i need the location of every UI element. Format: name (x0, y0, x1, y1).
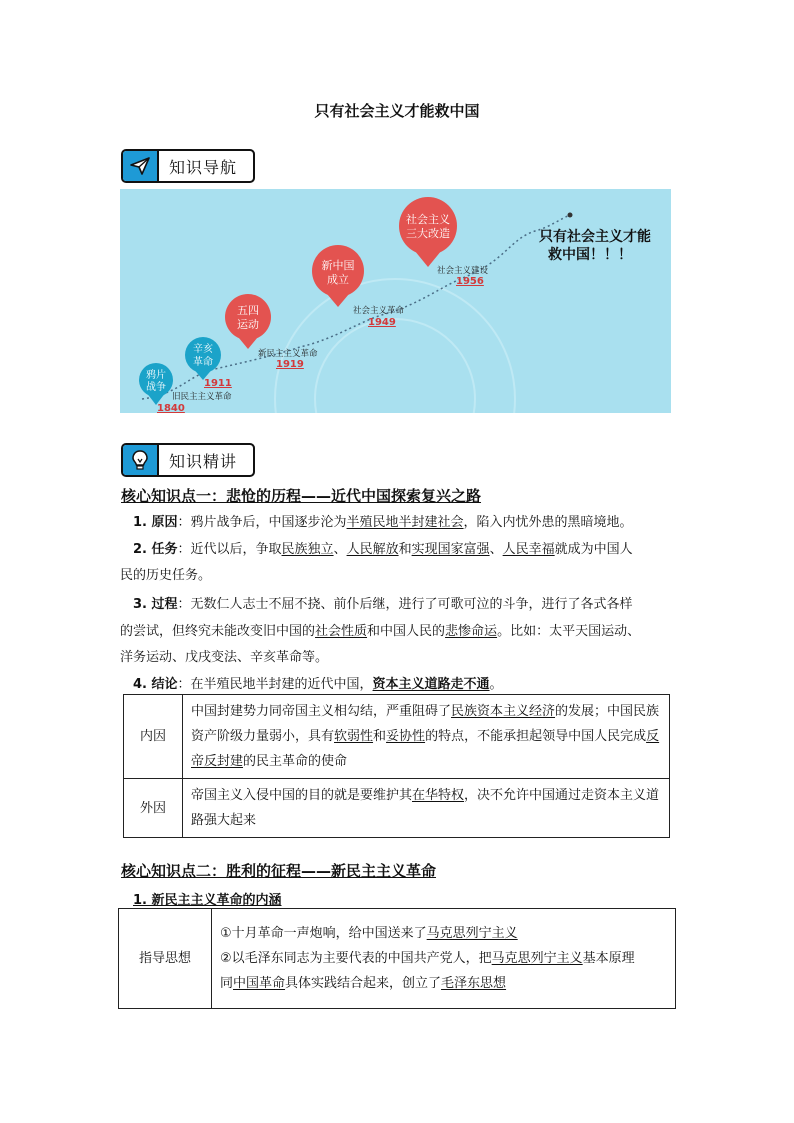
point-3-term-2: 悲惨命运 (445, 624, 498, 639)
l3-term-1: 中国革命 (233, 976, 286, 991)
point-2-term-3: 实现国家富强 (411, 542, 490, 557)
r1-term-4: 反帝反封建 (191, 729, 660, 769)
l2-text-b: 基本原理 (582, 951, 635, 966)
r2-text-c: 义道路强大起来 (191, 788, 660, 828)
r2-text-b: ，决不允许中国通过走资本主 (464, 788, 634, 803)
point-1-label: 1. 原因 (133, 515, 178, 530)
slogan-line1: 只有社会主义才能 (539, 229, 651, 245)
pin-new-china-l2: 成立 (327, 273, 349, 286)
guiding-thought-table (118, 908, 676, 1009)
point-3-line2 (120, 619, 680, 645)
pin-may-fourth-l2: 运动 (237, 318, 259, 331)
point-2-sep-1: 、 (333, 542, 347, 557)
section1-heading: 核心知识点一：悲怆的历程——近代中国探索复兴之路 (121, 487, 482, 505)
year-1911: 1911 (204, 378, 232, 389)
table-row (124, 695, 670, 779)
year-1949: 1949 (368, 317, 396, 328)
stage-socialist-revolution: 社会主义革命 (353, 306, 405, 316)
point-2-term-1: 民族独立 (281, 542, 334, 557)
point-1-cause (133, 510, 693, 536)
nav-badge (121, 149, 255, 183)
table-row (124, 779, 670, 838)
point-1-text-b: ，陷入内忧外患的黑暗境地。 (463, 515, 633, 530)
point-3-line3: 洋务运动、戊戌变法、辛亥革命等。 (120, 650, 329, 665)
point-2-and: 和 (398, 542, 412, 557)
r1-term-3: 妥协性 (386, 729, 426, 744)
point-1-text-a: ：鸦片战争后，中国逐步沦为 (177, 515, 347, 530)
point-3-text-d: 。比如：太平天国运动、 (497, 624, 641, 639)
section2-subheading: 1. 新民主主义革命的内涵 (133, 893, 282, 908)
pin-may-fourth-l1: 五四 (237, 304, 259, 317)
r1-text-d: 的特点，不能承担起领导中国人 (425, 729, 608, 744)
stage-old-democratic: 旧民主主义革命 (172, 392, 232, 402)
point-2-term-2: 人民解放 (346, 542, 399, 557)
stage-socialist-construction: 社会主义建设 (437, 266, 489, 276)
external-cause-body (183, 779, 670, 838)
pin-three-l2: 三大改造 (406, 227, 450, 240)
point-3-label: 3. 过程 (133, 597, 178, 612)
point-3-text-c: 和中国人民的 (367, 624, 446, 639)
l3-text-a: 同 (220, 976, 234, 991)
pin-opium-war-l1: 鸦片 (146, 370, 166, 381)
point-2-task (133, 537, 693, 563)
r1-text-b: 的发展；中国 (555, 704, 634, 719)
year-1956: 1956 (456, 276, 484, 287)
pin-xinhai (185, 337, 221, 380)
point-4-text-a: ：在半殖民地半封建的近代中国， (177, 677, 373, 692)
guiding-thought-body (212, 909, 676, 1009)
r1-text-c: 民族资产阶级力量弱小，具有 (191, 704, 660, 744)
table-row (119, 909, 676, 1009)
l2-term: 马克思列宁主义 (491, 951, 583, 966)
pin-xinhai-l2: 革命 (193, 357, 213, 368)
point-1-key-term: 半殖民地半封建社会 (346, 515, 464, 530)
guiding-line-2 (220, 946, 667, 971)
timeline-banner (120, 189, 671, 413)
point-4-text-b: 。 (489, 677, 503, 692)
section2-heading: 核心知识点二：胜利的征程——新民主主义革命 (121, 862, 437, 880)
l3-text-b: 具体实践结合起来，创立了 (285, 976, 442, 991)
point-2-label: 2. 任务 (133, 542, 178, 557)
nav-badge-label: 知识导航 (169, 157, 238, 177)
r1-text-a: 中国封建势力同帝国主义相勾结，严重阻碍了 (191, 704, 452, 719)
l2-text-a: ②以毛泽东同志为主要代表的中国共产党人，把 (220, 951, 492, 966)
slogan-line2: 救中国！！！ (548, 247, 632, 263)
r1-and: 和 (373, 729, 387, 744)
l1-term: 马克思列宁主义 (426, 926, 518, 941)
paper-plane-icon (123, 151, 159, 181)
r1-term-2: 软弱性 (334, 729, 374, 744)
r2-term-1: 在华特权 (412, 788, 465, 803)
point-3-process (133, 592, 693, 618)
r1-term-1: 民族资本主义经济 (451, 704, 556, 719)
pin-new-china (312, 245, 364, 307)
point-2-term-4: 人民幸福 (502, 542, 555, 557)
cause-table (123, 694, 670, 838)
l1-text: ①十月革命一声炮响，给中国送来了 (220, 926, 427, 941)
pin-xinhai-l1: 辛亥 (193, 344, 213, 355)
point-4-key-term: 资本主义道路走不通 (372, 677, 490, 692)
internal-cause-body (183, 695, 670, 779)
r1-text-e: 民完成 (607, 729, 647, 744)
l3-term-2: 毛泽东思想 (441, 976, 507, 991)
pin-may-fourth (225, 294, 271, 349)
r1-text-f: 的民主革命的使命 (243, 754, 348, 769)
point-2-cont: 民的历史任务。 (120, 568, 212, 583)
internal-cause-head: 内因 (124, 695, 183, 779)
external-cause-head: 外因 (124, 779, 183, 838)
point-2-text-a: ：近代以后，争取 (177, 542, 282, 557)
pin-three-transformations (399, 197, 457, 267)
point-3-text-b: 的尝试，但终究未能改变旧中国的 (120, 624, 316, 639)
explain-badge-label: 知识精讲 (169, 451, 238, 471)
guiding-line-3 (220, 971, 667, 996)
point-3-text-a: ：无数仁人志士不屈不挠、前仆后继，进行了可歌可泣的斗争，进行了各式各样 (177, 597, 633, 612)
guiding-thought-head: 指导思想 (119, 909, 212, 1009)
lightbulb-icon (123, 445, 159, 475)
point-3-term-1: 社会性质 (315, 624, 368, 639)
point-2-sep-2: 、 (489, 542, 503, 557)
point-2-text-b: 就成为中国人 (554, 542, 633, 557)
pin-new-china-l1: 新中国 (321, 259, 355, 272)
point-4-label: 4. 结论 (133, 677, 178, 692)
stage-new-democratic: 新民主主义革命 (258, 349, 318, 359)
document-title: 只有社会主义才能救中国 (314, 102, 480, 120)
year-1840: 1840 (157, 403, 185, 413)
guiding-line-1 (220, 921, 667, 946)
year-1919: 1919 (276, 359, 304, 370)
explain-badge (121, 443, 255, 477)
pin-three-l1: 社会主义 (406, 213, 450, 226)
pin-opium-war-l2: 战争 (146, 382, 166, 393)
r2-text-a: 帝国主义入侵中国的目的就是要维护其 (191, 788, 413, 803)
